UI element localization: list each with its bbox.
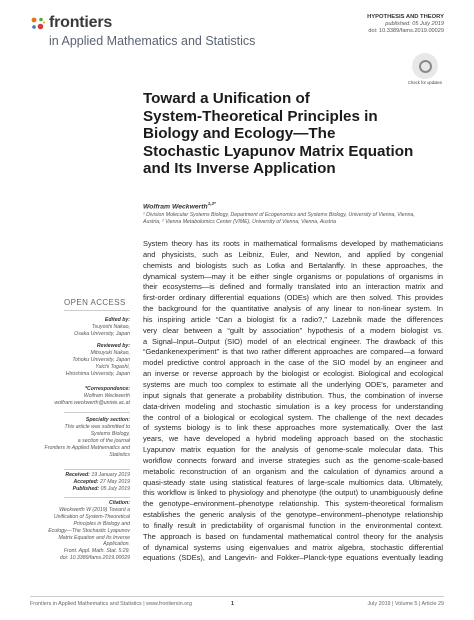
abstract-line: and physicists, such as Leibniz, Euler, and Newton, and applied by congenial [143,249,443,259]
editor-name: Tsuyoshi Nakao, [91,323,130,330]
citation-line: Ecology—The Stochastic Lyapunov [48,527,130,534]
abstract-line: of systems biology is to link these approaches more systematically. Over the last [143,423,443,433]
abstract-line: their ecosystems—is defined and formally translated into an interaction matrix and [143,282,443,292]
correspondence-email[interactable]: wolfram.weckwerth@univie.ac.at [54,399,130,406]
abstract-line: quasi-steady state using statistical features of large-scale multiomics data. Ultimately, [143,477,443,487]
check-for-updates-button[interactable] [412,53,438,79]
divider [64,310,130,311]
abstract-line: an inverse or reverse approach by the biologist or ecologist. Biological and ecological [143,369,443,379]
check-updates-icon [419,60,432,73]
reviewer-affiliation: Hiroshima University, Japan [65,370,130,377]
abstract-line: “Gedankenexperiment” is that two rather different approaches are compared—a forward [143,347,443,357]
author-affiliation-marks: 1,2* [207,201,216,206]
article-type: HYPOTHESIS AND THEORY [367,14,444,20]
abstract-line: this workflow is linked to physiology and phenotype (the output) to unambiguously define [143,488,443,498]
citation-line: Unification of System-Theoretical [53,513,130,520]
abstract-line: workflow connects forward and inverse strategies such as the genome-scale-based [143,455,443,465]
accepted-date [20,479,130,486]
journal-logo[interactable] [30,14,256,54]
edited-by-heading: Edited by: [104,317,130,323]
citation-doi[interactable]: doi: 10.3389/fams.2019.00029 [59,555,130,562]
citation-heading: Citation: [108,500,130,506]
specialty-line: Statistics [109,451,130,458]
author-text: Wolfram Weckwerth [143,203,208,211]
abstract-line: data-driven modeling and stochastic simulation is a key process for understanding [143,401,443,411]
citation-line: Application. [103,541,130,548]
received-label: Received: [65,472,90,478]
abstract-line: model predictive control approach in the case of the SIO model by an engineer and [143,358,443,368]
abstract-line: the genotype–environment–phenotype relationship. This system-theoretical formalism [143,499,443,509]
frontiers-logo-icon [30,16,46,32]
brand-name: frontiers [49,14,113,31]
edited-by-section [20,317,130,338]
citation-section [20,500,130,562]
abstract-line: of dynamical systems using eigenvalues and matrix algebra, stochastic differential [143,542,443,552]
correspondence-heading: *Correspondence: [85,386,130,392]
title-line: Biology and Ecology—The [143,125,336,143]
divider [64,497,130,498]
reviewer-name: Mitsuyuki Nakao, [90,349,130,356]
page-number: 1 [231,601,234,607]
abstract-line: Lyapunov matrix equation for the analysis of genome-scale molecular data. This [143,445,443,455]
citation-line: Matrix Equation and Its Inverse [58,534,130,541]
abstract-line: his inspiring article “Can a biologist fix a radio?,” Lazebnik made the differences [143,314,443,324]
article-meta [367,14,444,36]
footer-journal-link[interactable]: Frontiers in Applied Mathematics and Statistics | www.frontiersin.org [30,601,192,607]
affiliations [143,212,443,227]
abstract-line: dynamical system—may it be either single organisms or populations of organisms in [143,271,443,281]
specialty-line: Systems Biology, [90,430,130,437]
check-for-updates-label: Check for updates [408,80,442,85]
accepted-value: 27 May 2019 [100,478,130,485]
abstract-line: the control of a biological or ecological system. The challenge of the next decades [143,412,443,422]
citation-line: Front. Appl. Math. Stat. 5:29. [63,548,130,555]
citation-line: Principles in Biology and [73,520,130,527]
open-access-label: OPEN ACCESS [64,298,126,307]
specialty-line: Frontiers in Applied Mathematics and [44,444,130,451]
title-line: System-Theoretical Principles in [143,107,378,125]
specialty-section [20,417,130,458]
published-date-sidebar [20,486,130,493]
author-name[interactable] [143,201,216,210]
page-footer [30,601,444,611]
abstract-line: The approach is based on fundamental mathematical control theory for the analysis [143,531,443,541]
abstract-line: systems are much too complex to estimate all the underlying ODE's, parameter and [143,379,443,389]
reviewer-affiliation: Tohoku University, Japan [72,356,130,363]
title-line: Stochastic Lyapunov Matrix Equation [143,142,414,160]
abstract-line: equations (SDEs), and Langevin- and Fokker–Planck-type equations eventually leading [143,553,443,563]
specialty-heading: Specialty section: [85,417,130,423]
abstract [143,239,443,564]
abstract-line: first-order ordinary differential equations (ODEs) which are then solved. This provides [143,293,443,303]
abstract-line: establishes the generic analysis of the genotype–environment–phenotype relationship [143,510,443,520]
footer-issue-info: July 2019 | Volume 5 | Article 29 [367,601,444,607]
citation-line: Weckwerth W (2019) Toward a [59,506,130,513]
reviewed-by-section [20,343,130,378]
affiliation-line: ¹ Division Molecular Systems Biology, Department of Ecogenomics and Systems Biology, University of Vienna, Vienna, [143,212,415,218]
divider [64,469,130,470]
abstract-line: to finally result in predictability of organismal function in the environmental context. [143,520,443,530]
divider [64,412,130,413]
abstract-line: metabolic reconstruction of an organism and the calculation of dynamics around a [143,466,443,476]
reviewed-by-heading: Reviewed by: [96,343,130,349]
abstract-line: input signals that generate a probability distribution. Thus, the combination of inverse [143,390,443,400]
abstract-line: System theory has its roots in mathematical formalisms developed by mathematicians [143,239,443,248]
abstract-line: years, we have developed a hybrid modeling approach based on the stochastic [143,434,443,444]
affiliation-line: Austria, ² Vienna Metabolomics Center (VIME), University of Vienna, Vienna, Austria [143,219,336,226]
dates-section [20,472,130,493]
published-label: Published: [72,485,100,492]
abstract-line: the background for the quantitative analysis of any linear to non-linear system. In [143,304,443,314]
title-line: and Its Inverse Application [143,160,336,178]
specialty-line: This article was submitted to [64,423,130,430]
editor-affiliation: Osaka University, Japan [74,330,130,337]
correspondence-section [20,386,130,407]
published-date: published: 05 July 2019 [385,21,444,28]
specialty-line: a section of the journal [77,437,130,444]
reviewer-name: Yuichi Togashi, [95,363,130,370]
abstract-line: chemists and biologists such as Lotka and Bertalanffy. In these approaches, the [143,260,443,270]
abstract-line: very clear between a “guilt by association” hypothesis of a modern biologist vs. [143,325,443,335]
received-date [20,472,130,479]
published-value: 05 July 2019 [100,485,130,492]
accepted-label: Accepted: [73,478,99,485]
footer-divider [30,596,444,597]
article-title [143,90,443,178]
journal-name: in Applied Mathematics and Statistics [49,34,256,48]
correspondence-name: Wolfram Weckwerth [83,392,130,399]
received-value: 19 January 2019 [91,472,130,478]
abstract-line: a Signal–Input–Output (SIO) model of an electrical engineer. The drawback of this [143,336,443,346]
doi-link[interactable]: doi: 10.3389/fams.2019.00029 [368,28,444,35]
title-line: Toward a Unification of [143,90,310,107]
